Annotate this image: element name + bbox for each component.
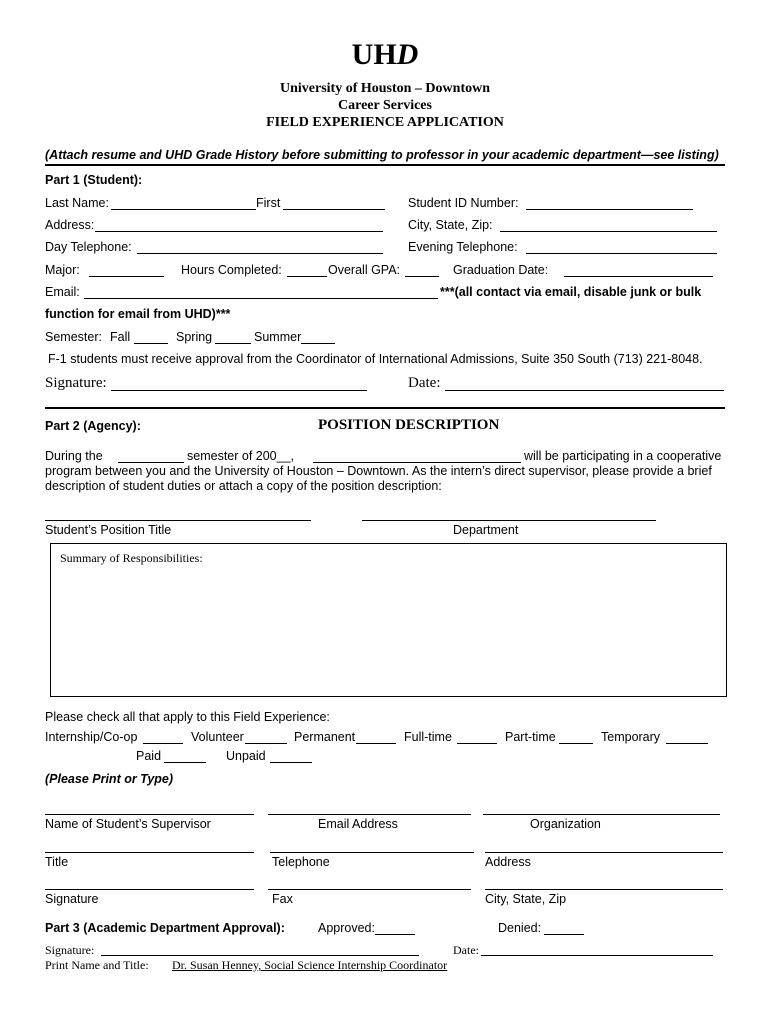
signature-label-2: Signature xyxy=(45,892,99,906)
semester-label: Semester: xyxy=(45,330,102,344)
denied-label: Denied: xyxy=(498,921,542,935)
semester-field[interactable] xyxy=(118,462,184,463)
permanent-label: Permanent xyxy=(294,730,356,744)
paid-field[interactable] xyxy=(164,762,206,763)
organization-label: Organization xyxy=(530,817,601,831)
denied-field[interactable] xyxy=(544,934,584,935)
temporary-label: Temporary xyxy=(601,730,661,744)
city-state-zip-field[interactable] xyxy=(500,231,717,232)
semester-of-label: semester of 200__, xyxy=(187,449,295,463)
full-time-label: Full-time xyxy=(404,730,452,744)
evening-telephone-field[interactable] xyxy=(526,253,717,254)
summer-label: Summer xyxy=(254,330,302,344)
participation-text: will be participating in a cooperative xyxy=(524,449,722,463)
address-field[interactable] xyxy=(95,231,383,232)
date-label: Date: xyxy=(408,375,441,391)
day-telephone-field[interactable] xyxy=(137,253,383,254)
email-note: ***(all contact via email, disable junk or bulk xyxy=(440,285,702,299)
title-label: Title xyxy=(45,855,69,869)
during-the-label: During the xyxy=(45,449,103,463)
dept-date-label: Date: xyxy=(453,943,479,957)
evening-telephone-label: Evening Telephone: xyxy=(408,240,518,254)
position-title-label: Student’s Position Title xyxy=(45,523,172,537)
major-field[interactable] xyxy=(89,276,164,277)
department-field[interactable] xyxy=(362,520,656,521)
divider xyxy=(45,164,725,166)
part3-heading: Part 3 (Academic Department Approval): xyxy=(45,921,285,935)
form-title: FIELD EXPERIENCE APPLICATION xyxy=(266,115,504,130)
summer-field[interactable] xyxy=(301,343,335,344)
approved-label: Approved: xyxy=(318,921,375,935)
hours-completed-field[interactable] xyxy=(287,276,327,277)
supervisor-city-field[interactable] xyxy=(485,889,723,890)
day-telephone-label: Day Telephone: xyxy=(45,240,132,254)
first-name-label: First xyxy=(256,196,281,210)
fall-label: Fall xyxy=(110,330,131,344)
instruction-text: (Attach resume and UHD Grade History before submitting to professor in your academic department—see listing) xyxy=(45,148,719,162)
volunteer-label: Volunteer xyxy=(191,730,244,744)
position-title-field[interactable] xyxy=(45,520,311,521)
office-name: Career Services xyxy=(338,98,432,113)
part-time-label: Part-time xyxy=(505,730,556,744)
fall-field[interactable] xyxy=(134,343,168,344)
graduation-date-field[interactable] xyxy=(564,276,713,277)
overall-gpa-label: Overall GPA: xyxy=(328,263,401,277)
supervisor-address-field[interactable] xyxy=(485,852,723,853)
spring-label: Spring xyxy=(176,330,213,344)
unpaid-field[interactable] xyxy=(270,762,312,763)
supervisor-telephone-field[interactable] xyxy=(270,852,474,853)
f1-note: F-1 students must receive approval from the Coordinator of International Admissions, Suite 350 South (713) 221-8048. xyxy=(48,352,703,366)
full-time-field[interactable] xyxy=(457,743,497,744)
program-text: program between you and the University of Houston – Downtown. As the intern’s direct supervisor, please provide a brief xyxy=(45,464,712,478)
student-id-field[interactable] xyxy=(526,209,693,210)
fax-label: Fax xyxy=(272,892,293,906)
part1-heading: Part 1 (Student): xyxy=(45,173,143,187)
last-name-label: Last Name: xyxy=(45,196,109,210)
summary-label: Summary of Responsibilities: xyxy=(60,551,203,565)
first-name-field[interactable] xyxy=(283,209,385,210)
description-text: description of student duties or attach a copy of the position description: xyxy=(45,479,442,493)
email-field[interactable] xyxy=(84,298,438,299)
uhd-logo: UHD xyxy=(351,38,419,71)
divider xyxy=(45,407,725,409)
student-name-field[interactable] xyxy=(313,462,521,463)
print-name-title-label: Print Name and Title: xyxy=(45,958,149,972)
supervisor-title-field[interactable] xyxy=(45,852,254,853)
city-state-zip-label-2: City, State, Zip xyxy=(485,892,567,906)
temporary-field[interactable] xyxy=(666,743,708,744)
volunteer-field[interactable] xyxy=(245,743,287,744)
dept-signature-field[interactable] xyxy=(101,955,419,956)
position-description-title: POSITION DESCRIPTION xyxy=(318,417,500,433)
student-signature-field[interactable] xyxy=(111,390,367,391)
email-address-label: Email Address xyxy=(318,817,398,831)
dept-signature-label: Signature: xyxy=(45,943,95,957)
spring-field[interactable] xyxy=(215,343,251,344)
dept-date-field[interactable] xyxy=(481,955,713,956)
university-name: University of Houston – Downtown xyxy=(279,81,490,96)
address-label-2: Address xyxy=(485,855,531,869)
supervisor-signature-field[interactable] xyxy=(45,889,254,890)
supervisor-name-field[interactable] xyxy=(45,814,254,815)
part2-heading: Part 2 (Agency): xyxy=(45,419,141,433)
email-label: Email: xyxy=(45,285,80,299)
student-date-field[interactable] xyxy=(445,390,724,391)
supervisor-email-field[interactable] xyxy=(268,814,471,815)
graduation-date-label: Graduation Date: xyxy=(453,263,549,277)
telephone-label: Telephone xyxy=(272,855,330,869)
approved-field[interactable] xyxy=(375,934,415,935)
permanent-field[interactable] xyxy=(356,743,396,744)
supervisor-name-label: Name of Student’s Supervisor xyxy=(45,817,211,831)
coordinator-name: Dr. Susan Henney, Social Science Internship Coordinator xyxy=(172,958,448,972)
last-name-field[interactable] xyxy=(111,209,256,210)
email-note-cont: function for email from UHD)*** xyxy=(45,307,231,321)
student-id-label: Student ID Number: xyxy=(408,196,519,210)
address-label: Address: xyxy=(45,218,95,232)
supervisor-fax-field[interactable] xyxy=(268,889,471,890)
part-time-field[interactable] xyxy=(559,743,593,744)
internship-field[interactable] xyxy=(143,743,183,744)
major-label: Major: xyxy=(45,263,80,277)
summary-box[interactable] xyxy=(50,543,727,697)
paid-label: Paid xyxy=(136,749,162,763)
unpaid-label: Unpaid xyxy=(226,749,266,763)
internship-label: Internship/Co-op xyxy=(45,730,138,744)
signature-label: Signature: xyxy=(45,375,107,391)
overall-gpa-field[interactable] xyxy=(405,276,439,277)
city-state-zip-label: City, State, Zip: xyxy=(408,218,493,232)
department-label: Department xyxy=(453,523,519,537)
organization-field[interactable] xyxy=(483,814,720,815)
check-prompt: Please check all that apply to this Field Experience: xyxy=(45,710,330,724)
hours-completed-label: Hours Completed: xyxy=(181,263,282,277)
print-or-type-note: (Please Print or Type) xyxy=(45,772,174,786)
